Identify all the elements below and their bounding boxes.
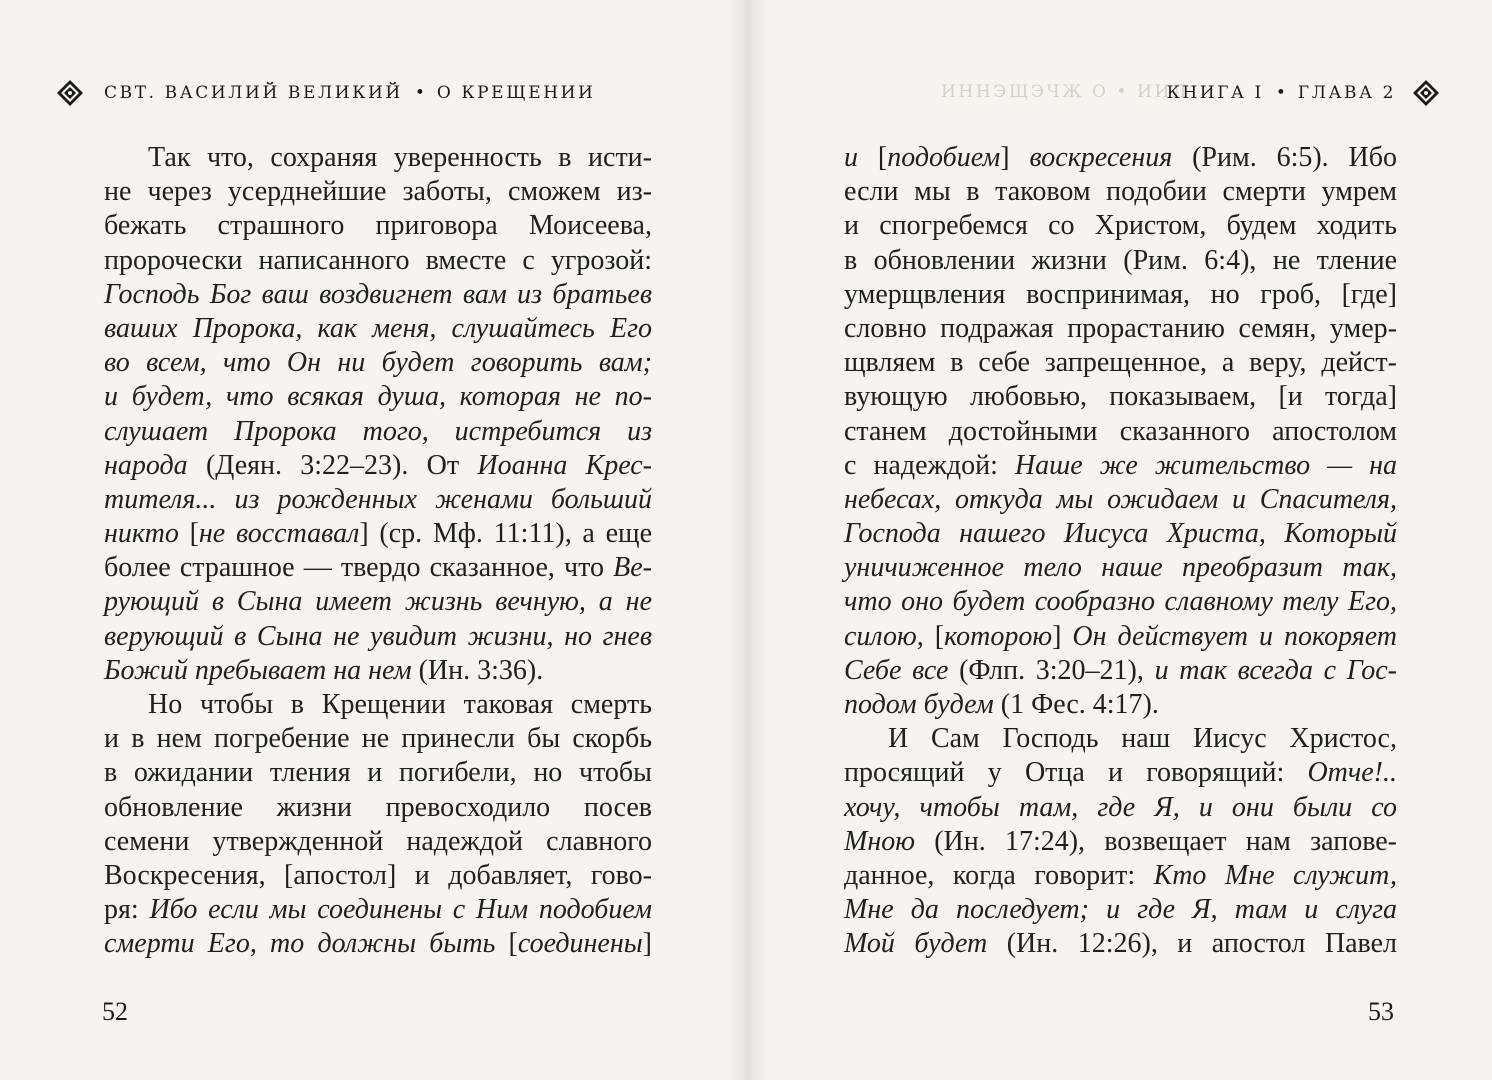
running-head-book: КНИГА I [1166,83,1264,103]
text-segment: обновление жизни превосходило посев [104,791,652,823]
text-line [104,893,652,927]
text-segment: с надеждой: [844,449,1015,481]
text-line [104,278,652,312]
text-segment: пророчески написанного вместе с угрозой: [104,244,652,276]
italic-segment: Ве- [613,552,652,584]
text-segment: станем достойными сказанного апостолом [844,415,1397,447]
text-line [844,209,1397,243]
text-segment: вующую любовью, показываем, [и тогда] [844,381,1397,413]
italic-segment: рующий в Сына имеет жизнь вечную, а не [104,586,652,618]
italic-segment: тителя... из рожденных женами больший [104,483,652,515]
text-line [844,825,1397,859]
text-segment: бежать страшного приговора Моисеева, [104,210,652,242]
text-line [104,585,652,619]
text-segment: в обновлении жизни (Рим. 6:4), не тление [844,244,1397,276]
italic-segment: которою [944,620,1053,652]
italic-segment: народа [104,449,188,481]
italic-segment: Отче!.. [1307,757,1397,789]
text-segment: ря: [104,894,150,926]
text-line [104,654,652,688]
running-head-separator: • [1275,83,1286,103]
text-line [844,244,1397,278]
italic-segment: Господа нашего Иисуса Христа, Который [844,518,1397,550]
text-segment: семени утвержденной надеждой славного [104,825,652,857]
italic-segment: во всем, что Он ни будет говорить вам; [104,347,652,379]
text-segment: (Флп. 3:20–21), [948,654,1155,686]
text-line [104,244,652,278]
text-segment: (Рим. 6:5). Ибо [1172,142,1397,173]
italic-segment: уничиженное тело наше преобразит так, [844,552,1397,584]
running-head-author: СВТ. ВАСИЛИЙ ВЕЛИКИЙ [104,83,403,103]
text-line [104,722,652,756]
text-segment: не через усерднейшие заботы, сможем из- [104,176,652,208]
page-number-right: 53 [1368,997,1394,1026]
text-segment: щвляем в себе запрещенное, а веру, дейст- [844,347,1397,379]
text-line [104,517,652,551]
text-segment: (1 Фес. 4:17). [993,689,1159,720]
text-segment: в ожидании тления и погибели, но чтобы [104,757,652,789]
italic-segment: не восставал [198,518,360,550]
text-segment: Так что, сохраняя уверенность в исти- [148,142,652,173]
text-segment: словно подражая прорастанию семян, умер- [844,312,1397,344]
running-head-title: О КРЕЩЕНИИ [436,83,596,103]
text-line [104,927,652,961]
italic-segment: смерти Его, то должны быть [104,928,509,960]
italic-segment: ваших Пророка, как меня, слушайтесь Его [104,312,652,344]
italic-segment: Он действует и покоряет [1072,620,1397,652]
text-line [104,825,652,859]
text-segment: если мы в таковом подобии смерти умрем [844,176,1397,208]
text-line [844,688,1397,722]
right-page [746,0,1492,1080]
text-segment: ] [1000,142,1030,173]
text-line [844,415,1397,449]
italic-segment: Мною [844,825,915,857]
text-line [844,791,1397,825]
ornament-icon [1412,79,1440,107]
italic-segment: никто [104,518,190,550]
text-line [104,551,652,585]
italic-segment: Божий пребывает на нем [104,654,412,686]
italic-segment: подобием [887,142,1001,173]
italic-segment: и будет, что всякая душа, которая не по- [104,381,652,413]
text-line [104,688,652,722]
text-segment: (Ин. 12:26), и апостол Павел [987,928,1397,960]
text-segment: И Сам Господь наш Иисус Христос, [888,723,1397,755]
italic-segment: Кто Мне служит, [1153,859,1397,891]
text-line [844,893,1397,927]
text-line [104,415,652,449]
text-line [104,756,652,790]
left-running-head [56,78,595,108]
italic-segment: подом будем [844,689,994,720]
text-segment: ] [642,928,652,960]
text-line [104,312,652,346]
text-segment: (Деян. 3:22–23). От [187,449,478,481]
text-line [844,551,1397,585]
text-line [844,620,1397,654]
text-line [104,449,652,483]
text-line [844,449,1397,483]
text-segment: и в нем погребение не принесли бы скорбь [104,723,652,755]
italic-segment: хочу, чтобы там, где Я, и они были со [844,791,1397,823]
text-line [844,859,1397,893]
text-line [844,175,1397,209]
text-segment: (Ин. 3:36). [411,654,544,686]
text-line [104,791,652,825]
running-head-chapter: ГЛАВА 2 [1297,83,1396,103]
text-segment: данное, когда говорит: [844,859,1154,891]
text-line [104,209,652,243]
text-line [104,620,652,654]
left-page-text [104,141,652,962]
italic-segment: воскресения [1029,142,1173,173]
ornament-icon [56,79,84,107]
text-segment: Воскресения, [апостол] и добавляет, гово- [104,859,652,891]
italic-segment: Иоанна Крес- [477,449,653,481]
italic-segment: Мне да последует; и где Я, там и слуга [844,894,1397,926]
right-running-head [1167,78,1440,108]
italic-segment: небесах, откуда мы ожидаем и Спасителя, [844,483,1397,515]
text-segment: [ [508,928,518,960]
text-segment: [ [877,142,888,173]
text-segment: (Ин. 17:24), возвещает нам запове- [914,825,1397,857]
text-line [844,927,1397,961]
page-number-left: 52 [102,997,128,1026]
text-line [844,483,1397,517]
text-line [844,312,1397,346]
text-line [104,141,652,175]
text-segment: более страшное — твердо сказанное, что [104,552,614,584]
italic-segment: что оно будет сообразно славному телу Его, [844,586,1397,618]
text-line [844,756,1397,790]
show-through-text: ИННЭЩЭЧЖ О • ИИЛ [941,82,1189,102]
text-line [104,859,652,893]
italic-segment: и так всегда с Гос- [1154,654,1397,686]
italic-segment: Ибо если мы соединены с Ним подобием [149,894,652,926]
italic-segment: Себе все [844,654,949,686]
italic-segment: Мой будет [844,928,988,960]
text-line [844,517,1397,551]
italic-segment: Наше же жительство — на [1014,449,1397,481]
italic-segment: соединены [517,928,643,960]
text-segment: ] (ср. Мф. 11:11), а еще [359,518,652,550]
text-line [844,585,1397,619]
italic-segment: Господь Бог ваш воздвигнет вам из братьев [104,278,652,310]
text-line [104,483,652,517]
text-line [844,141,1397,175]
text-segment: ] [1052,620,1073,652]
italic-segment: слушает Пророка того, истребится из [104,415,652,447]
running-head-separator: • [414,83,425,103]
text-line [844,654,1397,688]
text-line [844,346,1397,380]
italic-segment: верующий в Сына не увидит жизни, но гнев [104,620,652,652]
text-segment: просящий у Отца и говорящий: [844,757,1308,789]
text-segment: [ [189,518,199,550]
italic-segment: силою, [844,620,935,652]
right-page-text [844,141,1397,962]
text-segment: и спогребемся со Христом, будем ходить [844,210,1397,242]
text-line [844,722,1397,756]
italic-segment: и [844,142,878,173]
text-segment: умерщвления воспринимая, но гроб, [где] [844,278,1397,310]
text-segment: [ [934,620,945,652]
text-line [844,278,1397,312]
text-line [844,380,1397,414]
text-segment: Но чтобы в Крещении таковая смерть [148,689,652,720]
text-line [104,380,652,414]
text-line [104,346,652,380]
text-line [104,175,652,209]
